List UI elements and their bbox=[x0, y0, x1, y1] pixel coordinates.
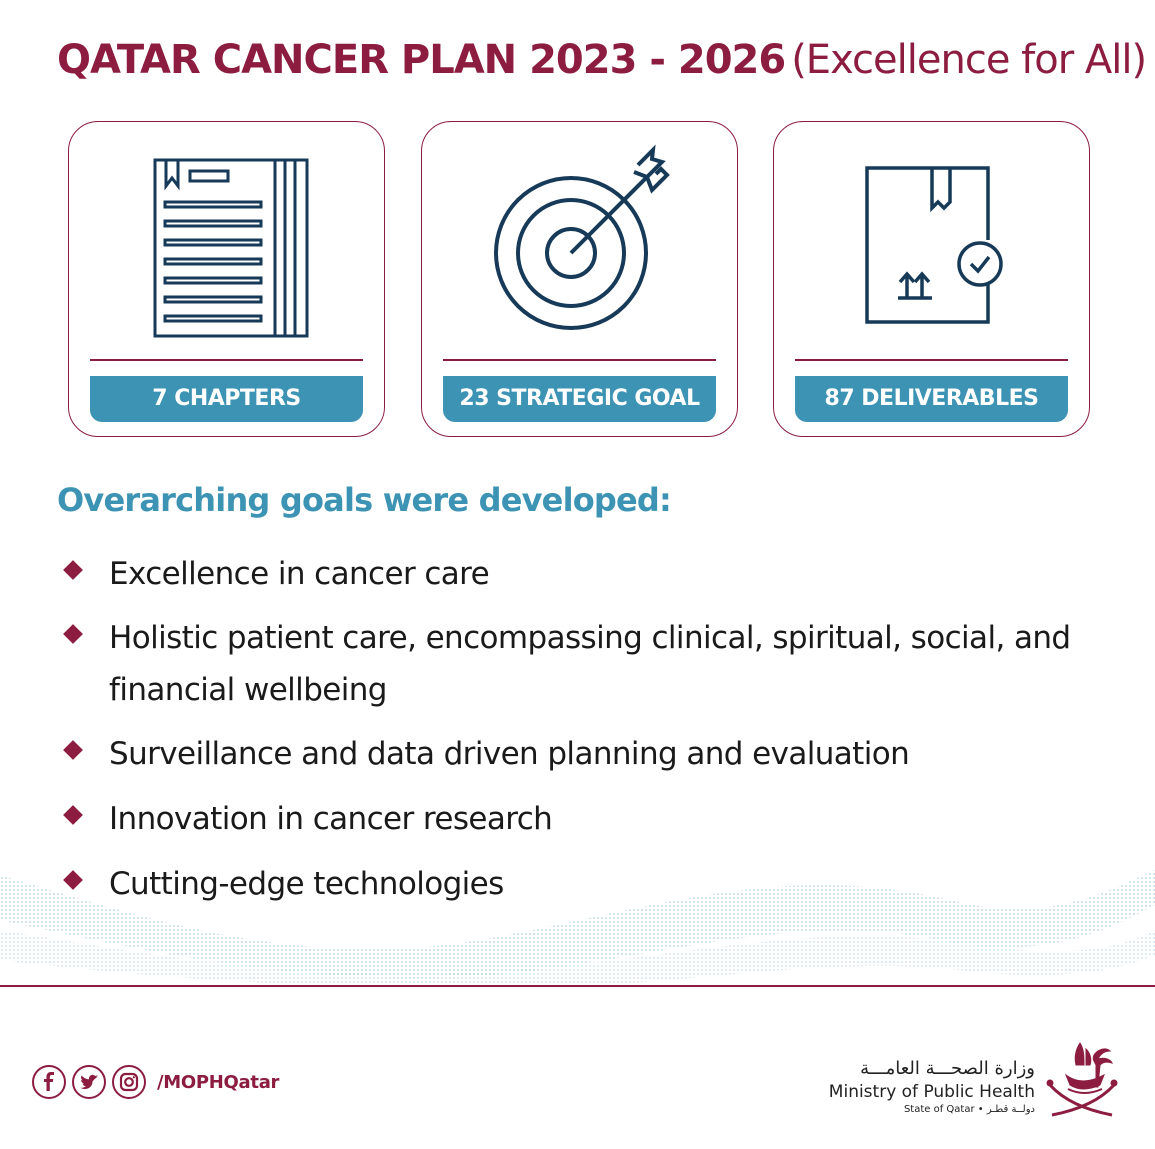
decorative-wave bbox=[0, 860, 1155, 990]
goals-heading: Overarching goals were developed: bbox=[57, 481, 672, 519]
card-divider bbox=[443, 359, 716, 361]
target-icon bbox=[422, 122, 736, 357]
qatar-emblem-icon bbox=[1040, 1035, 1124, 1119]
card-divider bbox=[795, 359, 1068, 361]
ministry-logo-text bbox=[829, 1057, 1035, 1117]
social-handle[interactable]: /MOPHQatar bbox=[157, 1072, 280, 1093]
card-strategic-goal bbox=[421, 121, 738, 437]
diamond-bullet-icon bbox=[63, 805, 83, 825]
page-title bbox=[57, 36, 1147, 84]
box-check-icon bbox=[774, 122, 1088, 357]
card-chapters bbox=[68, 121, 385, 437]
card-label: 7 CHAPTERS bbox=[90, 376, 363, 422]
diamond-bullet-icon bbox=[63, 560, 83, 580]
instagram-icon[interactable] bbox=[112, 1065, 146, 1099]
state-of-qatar: State of Qatar • دولــة قطـر bbox=[903, 1104, 1035, 1115]
ministry-name-english: Ministry of Public Health bbox=[828, 1082, 1035, 1102]
card-label: 23 STRATEGIC GOAL bbox=[443, 376, 716, 422]
document-icon bbox=[69, 122, 383, 357]
twitter-icon[interactable] bbox=[72, 1065, 106, 1099]
diamond-bullet-icon bbox=[63, 624, 83, 644]
card-label: 87 DELIVERABLES bbox=[795, 376, 1068, 422]
card-deliverables bbox=[773, 121, 1090, 437]
facebook-icon[interactable] bbox=[32, 1065, 66, 1099]
footer-divider bbox=[0, 985, 1155, 987]
card-divider bbox=[90, 359, 363, 361]
title-main: QATAR CANCER PLAN 2023 - 2026 bbox=[57, 37, 786, 83]
title-subtitle: (Excellence for All) bbox=[791, 37, 1147, 83]
diamond-bullet-icon bbox=[63, 740, 83, 760]
ministry-name-arabic: وزارة الصحـــة العامـــة bbox=[860, 1058, 1035, 1079]
